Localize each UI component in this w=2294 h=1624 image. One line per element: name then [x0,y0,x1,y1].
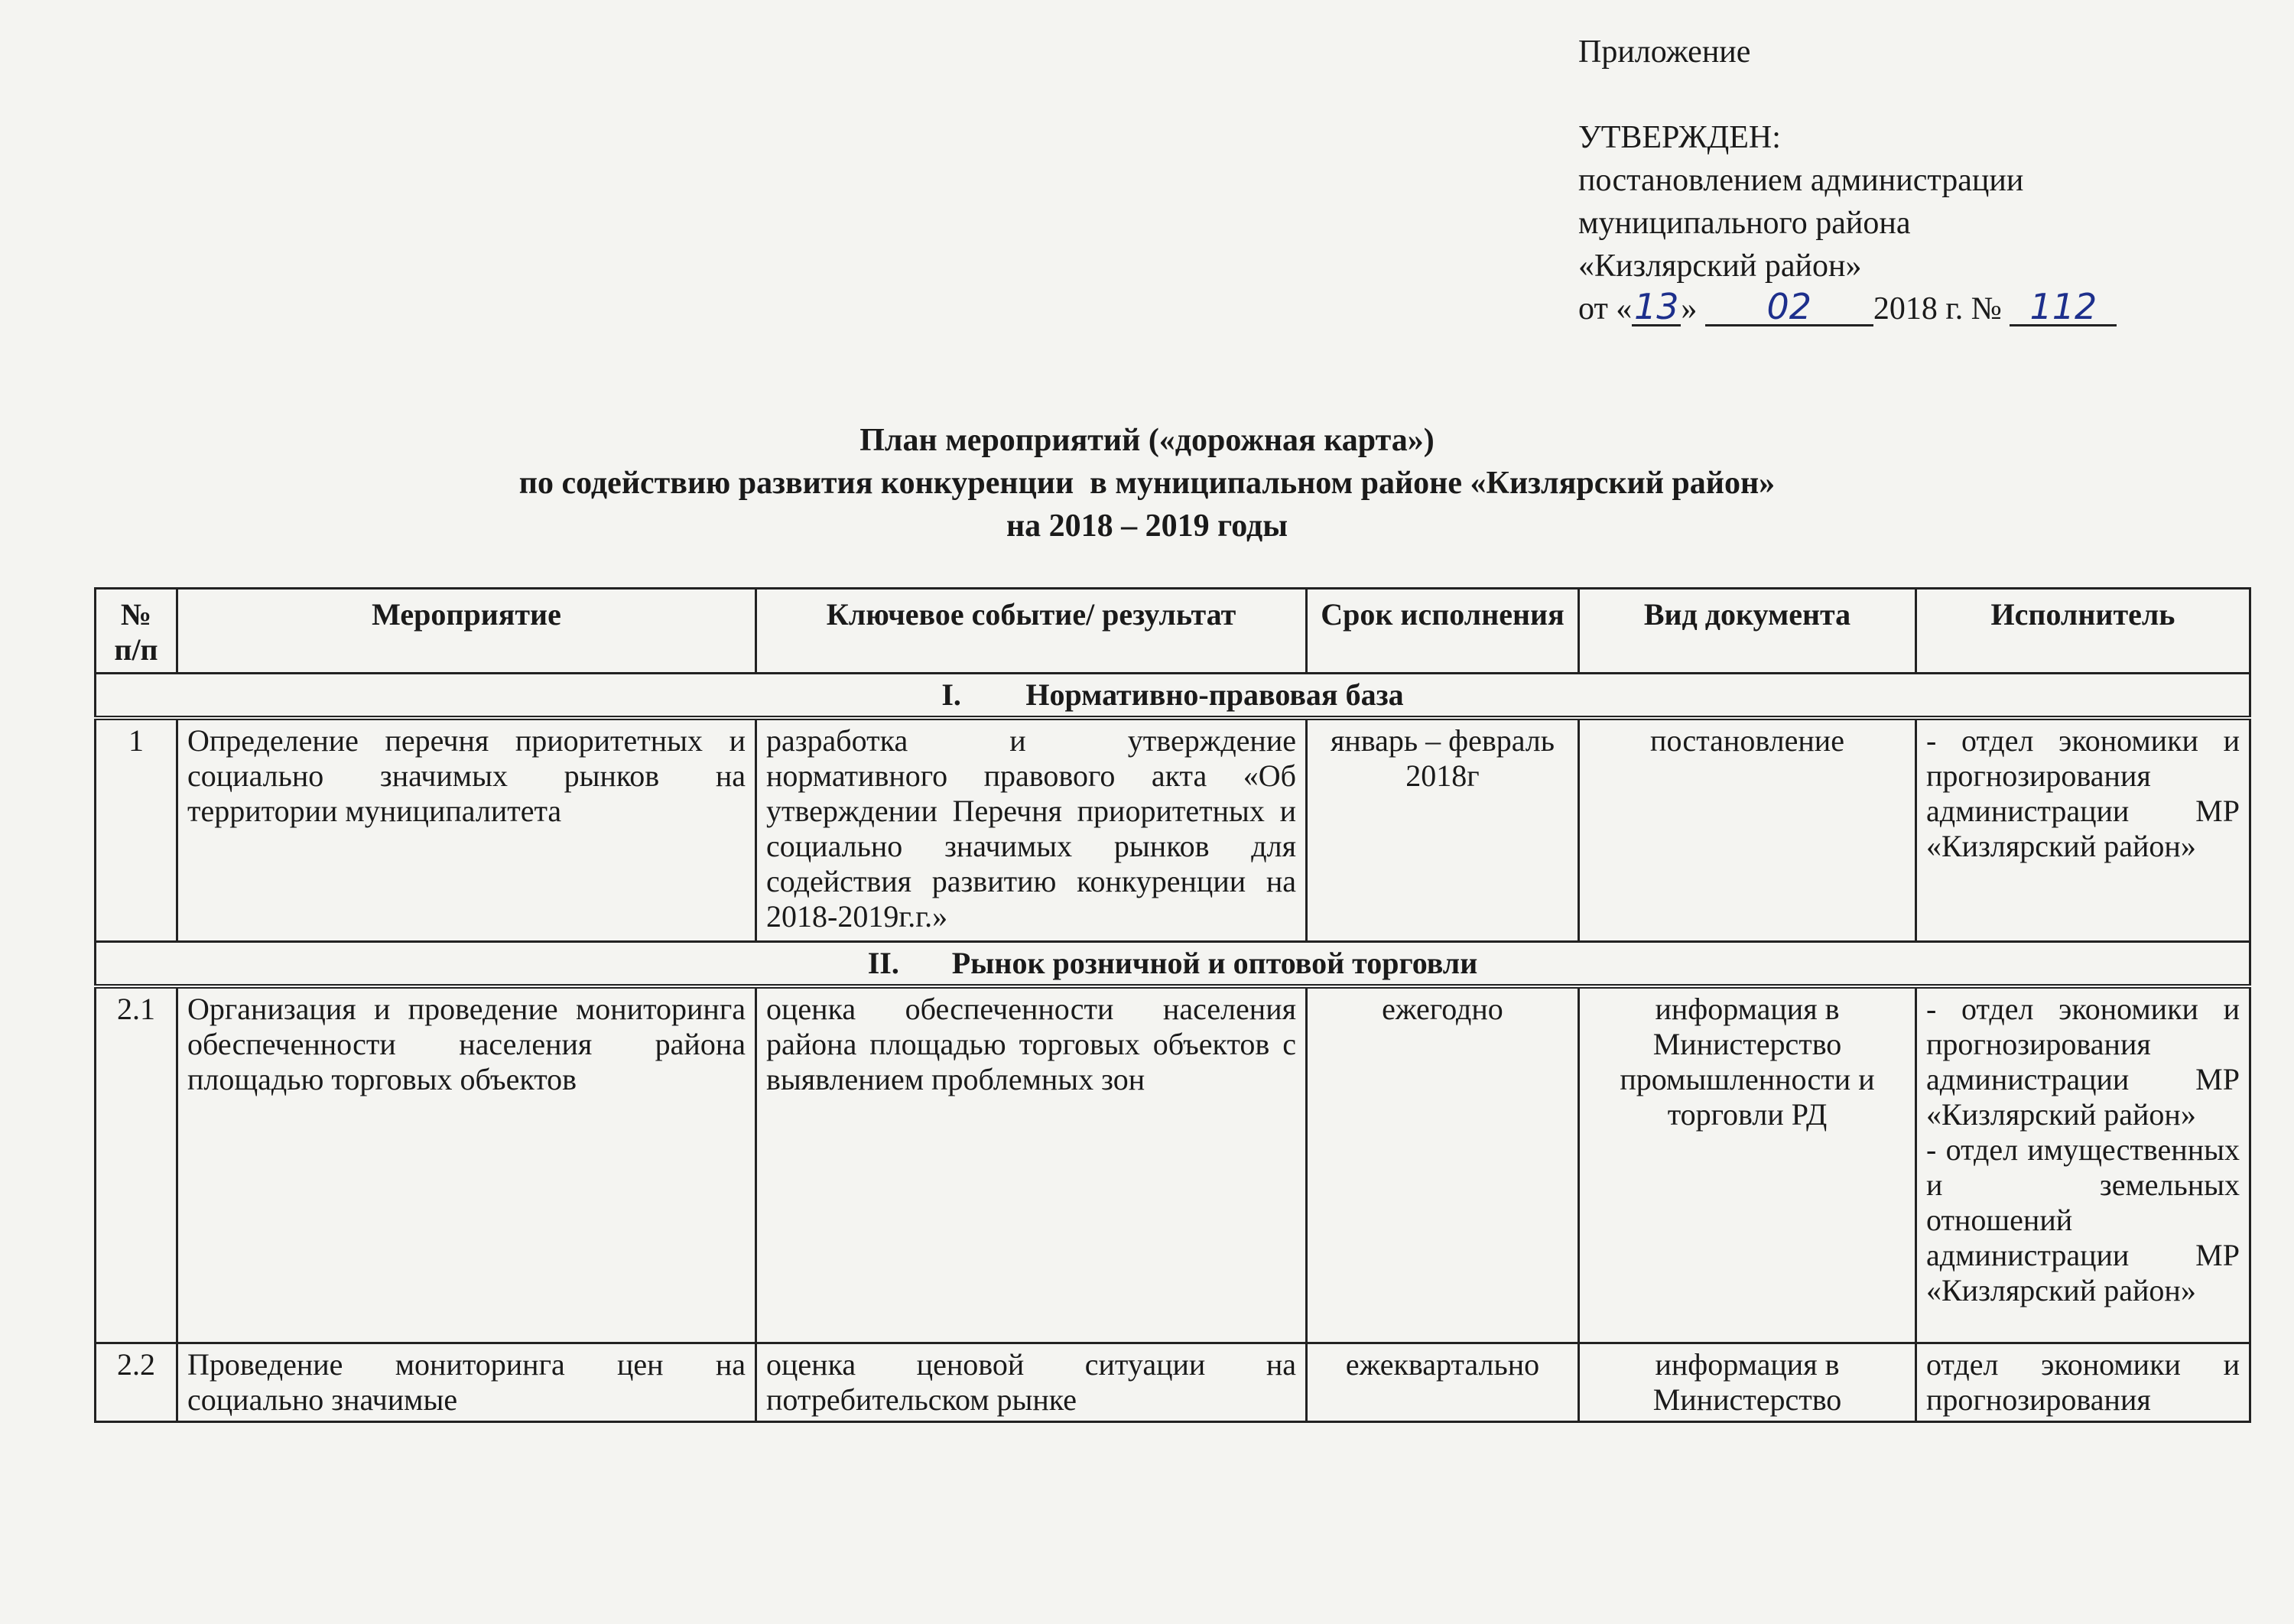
header-num: № п/п [96,589,177,674]
header-doc-type: Вид документа [1579,589,1916,674]
document-title [0,419,2294,547]
title-line-2: по содействию развития конкуренции в муниципальном районе «Кизлярский район» [518,466,1776,501]
table-row [96,718,2250,942]
section-2-roman: II. [867,946,899,980]
date-quote-close: » [1681,291,1698,326]
section-row-1 [96,674,2250,719]
row-2-2-deadline: ежеквартально [1307,1343,1579,1422]
row-2-1-doc-type: информация в Министерство промышленности и торговли РД [1579,986,1916,1343]
row-2-2-num: 2.2 [96,1343,177,1422]
row-1-num: 1 [96,718,177,942]
date-prefix: от « [1578,291,1633,326]
row-1-executor: - отдел экономики и прогнозирования администрации МР «Кизлярский район» [1916,718,2250,942]
row-2-2-executor: отдел экономики и прогнозирования [1916,1343,2250,1422]
row-2-1-executor-b: - отдел имущественных и земельных отношений администрации МР «Кизлярский район» [1926,1132,2240,1307]
row-1-result: разработка и утверждение нормативного правового акта «Об утверждении Перечня приоритетных и социально значимых рынков для содействия развитию конкуренции на 2018-2019г.г.» [756,718,1307,942]
row-2-1-deadline: ежегодно [1307,986,1579,1343]
row-1-event: Определение перечня приоритетных и социально значимых рынков на территории муниципалитета [177,718,756,942]
row-2-1-executor [1916,986,2250,1343]
handwritten-month: 02 [1705,289,1873,326]
title-line-3: на 2018 – 2019 годы [1006,508,1288,544]
handwritten-day: 13 [1632,289,1681,326]
section-1-title: Нормативно-правовая база [1025,677,1404,712]
section-row-2 [96,942,2250,987]
header-deadline: Срок исполнения [1307,589,1579,674]
approval-date-line [1578,287,2251,330]
header-executor: Исполнитель [1916,589,2250,674]
section-1-roman: I. [941,677,961,712]
row-2-1-event: Организация и проведение мониторинга обеспеченности населения района площадью торговых объектов [177,986,756,1343]
approval-line-2: муниципального района [1578,206,1911,241]
approved-label: УТВЕРЖДЕН: [1578,120,1781,155]
approval-line-3: «Кизлярский район» [1578,248,1862,284]
title-line-1: План мероприятий («дорожная карта») [859,423,1435,458]
header-result: Ключевое событие/ результат [756,589,1307,674]
table-header-row [96,589,2250,674]
row-2-2-result: оценка ценовой ситуации на потребительском рынке [756,1343,1307,1422]
plan-table [94,587,2251,1423]
row-2-1-executor-a: - отдел экономики и прогнозирования администрации МР «Кизлярский район» [1926,992,2240,1132]
year-and-number-label: 2018 г. № [1873,291,2002,326]
handwritten-number: 112 [2010,289,2117,326]
row-2-2-doc-type: информация в Министерство [1579,1343,1916,1422]
appendix-label: Приложение [1578,34,1751,70]
approval-line-1: постановлением администрации [1578,163,2024,198]
row-1-deadline: январь – февраль 2018г [1307,718,1579,942]
row-1-doc-type: постановление [1579,718,1916,942]
approval-block [1578,31,2251,330]
header-event: Мероприятие [177,589,756,674]
row-2-2-event: Проведение мониторинга цен на социально значимые [177,1343,756,1422]
table-row [96,1343,2250,1422]
section-2-title: Рынок розничной и оптовой торговли [951,946,1478,980]
table-row [96,986,2250,1343]
row-2-1-num: 2.1 [96,986,177,1343]
row-2-1-result: оценка обеспеченности населения района площадью торговых объектов с выявлением проблемных зон [756,986,1307,1343]
